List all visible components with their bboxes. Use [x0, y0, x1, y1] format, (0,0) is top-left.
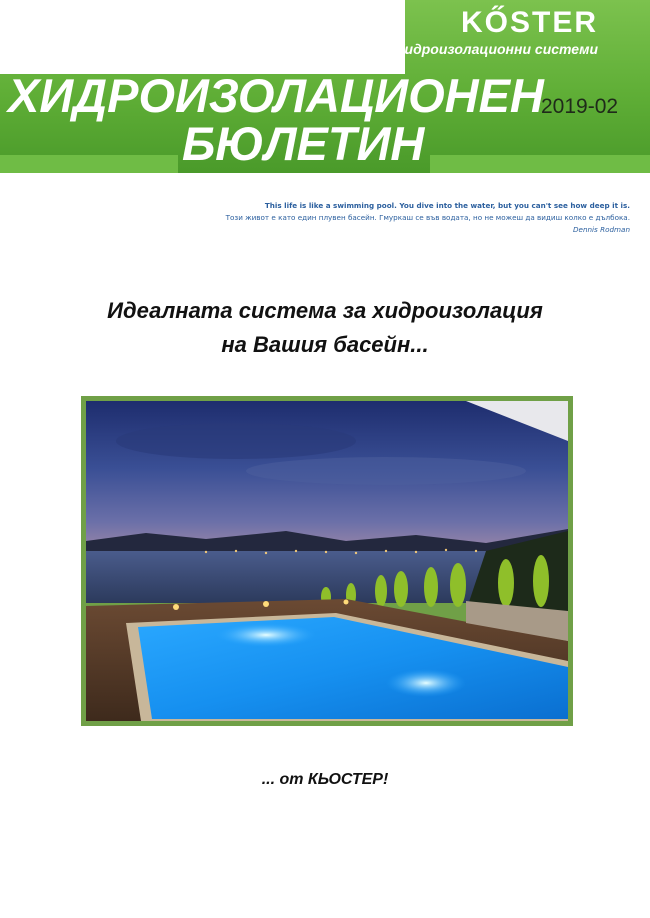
bulletin-title-line1: ХИДРОИЗОЛАЦИОНЕН [8, 69, 544, 122]
brand-logo [395, 7, 598, 57]
main-headline [0, 294, 650, 362]
banner-stripe [0, 155, 178, 173]
epigraph-quote [226, 200, 630, 236]
headline-line2: на Вашия басейн... [221, 332, 429, 357]
banner-stripe [430, 155, 650, 173]
headline-line1: Идеалната система за хидроизолация [107, 298, 543, 323]
banner-white-block [0, 0, 405, 74]
quote-english: This life is like a swimming pool. You dive into the water, but you can't see how deep it is. [264, 201, 630, 210]
bulletin-title-line2: БЮЛЕТИН [182, 117, 425, 170]
quote-bulgarian: Този живот е като един плувен басейн. Гмуркаш се във водата, но не можеш да видиш колко е дълбока. [225, 213, 630, 222]
brand-tagline: Хидроизолационни системи [395, 41, 598, 57]
pool-photo [86, 401, 568, 721]
issue-number: 2019-02 [541, 95, 619, 118]
brand-name: KŐSTER [460, 6, 598, 39]
pool-photo-frame [81, 396, 573, 726]
quote-author: Dennis Rodman [572, 225, 630, 234]
closing-line: ... от КЬОСТЕР! [261, 771, 389, 788]
